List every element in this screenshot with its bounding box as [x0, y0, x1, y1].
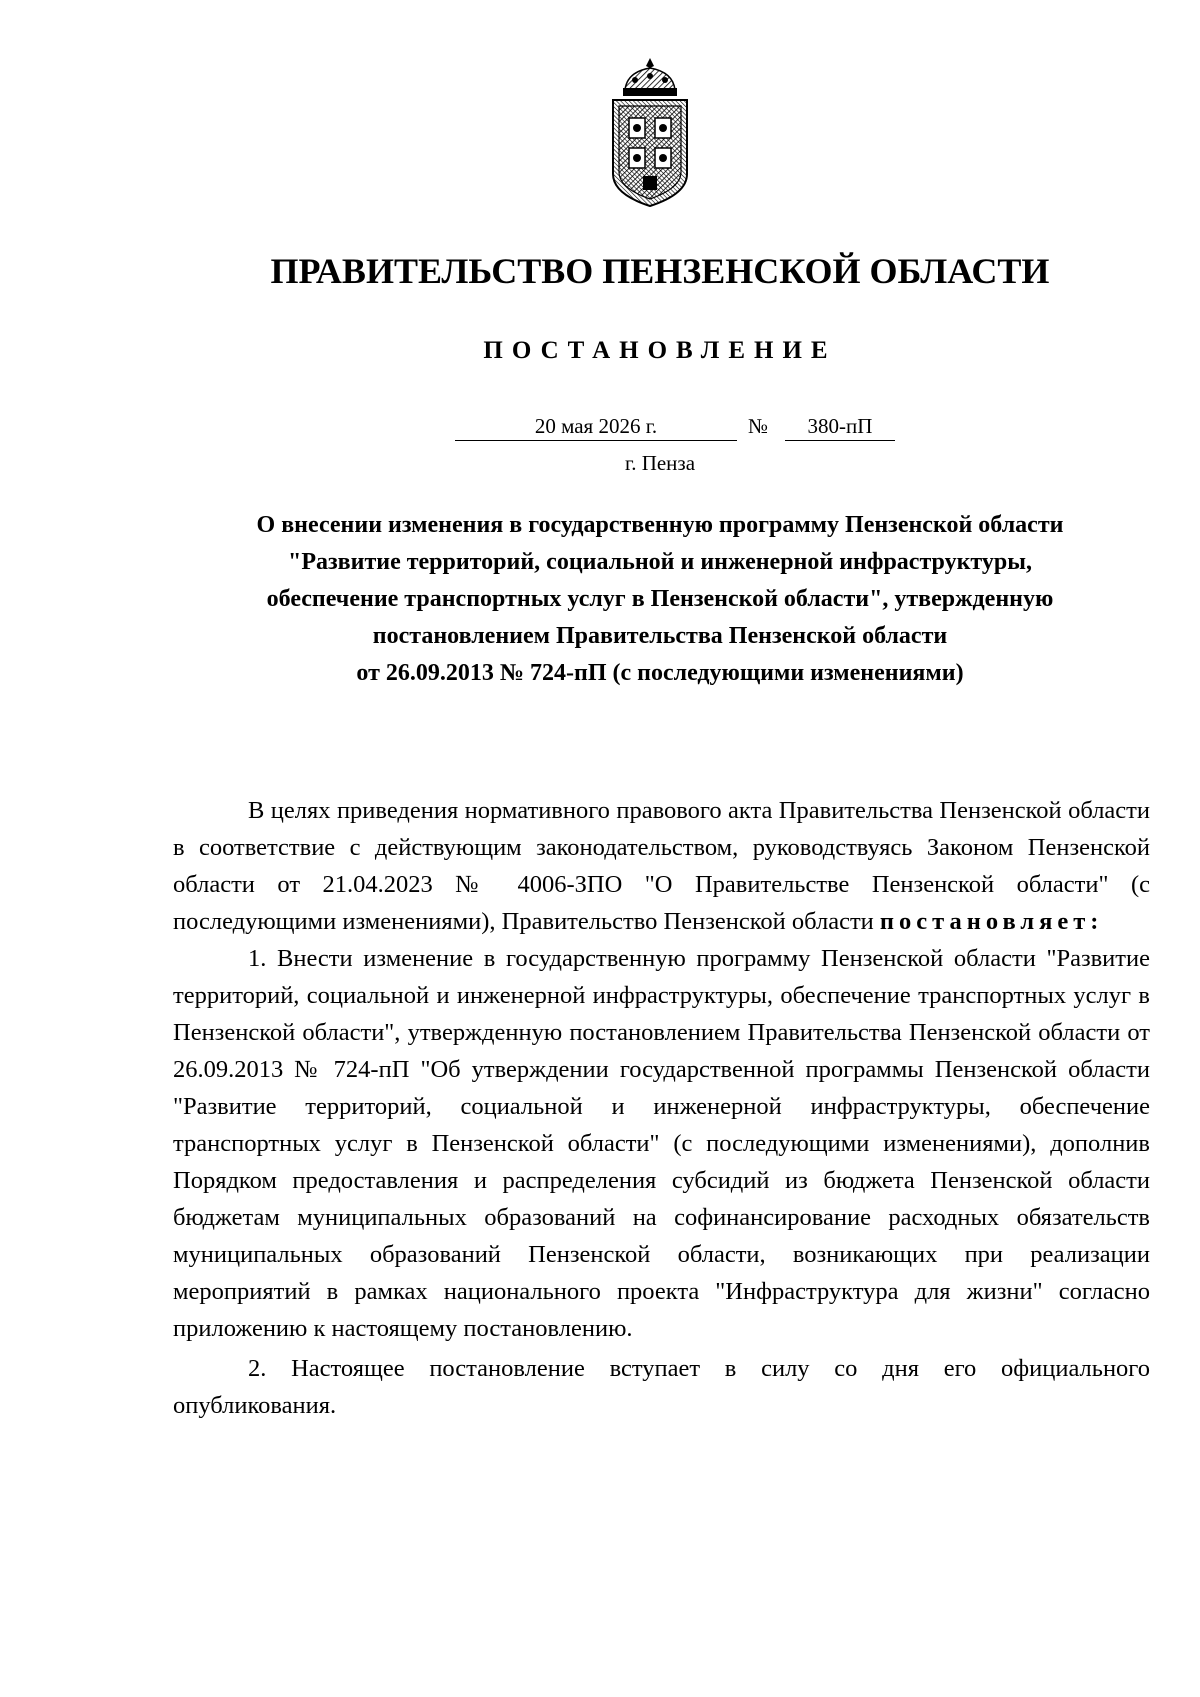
- item-2-paragraph: 2. Настоящее постановление вступает в силу со дня его официального опубликования.: [173, 1355, 1150, 1419]
- heading-line: от 26.09.2013 № 724-пП (с последующими изменениями): [356, 660, 964, 686]
- item-1-paragraph: 1. Внести изменение в государственную программу Пензенской области "Развитие территорий, социальной и инженерной инфраструктуры, обеспечение транспортных услуг в Пензенской области", утвержденную постановлением Правительства Пензенской области от 26.09.2013 № 724-пП "Об утверждении государственной программы Пензенской области "Развитие территорий, социальной и инженерной инфраструктуры, обеспечение транспортных услуг в Пензенской области" (с последующими изменениями), дополнив Порядком предоставления и распределения субсидий из бюджета Пензенской области бюджетам муниципальных образований на софинансирование расходных обязательств муниципальных образований Пензенской области, возникающих при реализации мероприятий в рамках национального проекта "Инфраструктура для жизни" согласно приложению к настоящему постановлению.: [173, 945, 1150, 1342]
- preamble-paragraph: [173, 792, 1150, 940]
- heading-line: О внесении изменения в государственную программу Пензенской области: [256, 512, 1064, 538]
- preamble-text: В целях приведения нормативного правового акта Правительства Пензенской области в соответствие с действующим законодательством, руководствуясь Законом Пензенской области от 21.04.2023 № 4006-ЗПО "О Правительстве Пензенской области" (с последующими изменениями), Правительство Пензенской области: [173, 797, 1150, 935]
- heading-line: "Развитие территорий, социальной и инженерной инфраструктуры,: [288, 549, 1032, 575]
- document-body: [173, 792, 1150, 1424]
- document-date: 20 мая 2026 г.: [455, 412, 737, 441]
- heading-line: постановлением Правительства Пензенской области: [372, 623, 948, 649]
- number-sign: №: [748, 414, 769, 438]
- document-heading: [170, 507, 1150, 692]
- heading-line: обеспечение транспортных услуг в Пензенской области", утвержденную: [266, 586, 1054, 612]
- coat-of-arms-emblem: [605, 56, 695, 212]
- document-type: ПОСТАНОВЛЕНИЕ: [483, 337, 837, 364]
- decree-word: постановляет:: [879, 908, 1104, 935]
- document-number: 380-пП: [785, 412, 895, 441]
- city: г. Пенза: [624, 451, 696, 475]
- government-title: ПРАВИТЕЛЬСТВО ПЕНЗЕНСКОЙ ОБЛАСТИ: [270, 251, 1050, 291]
